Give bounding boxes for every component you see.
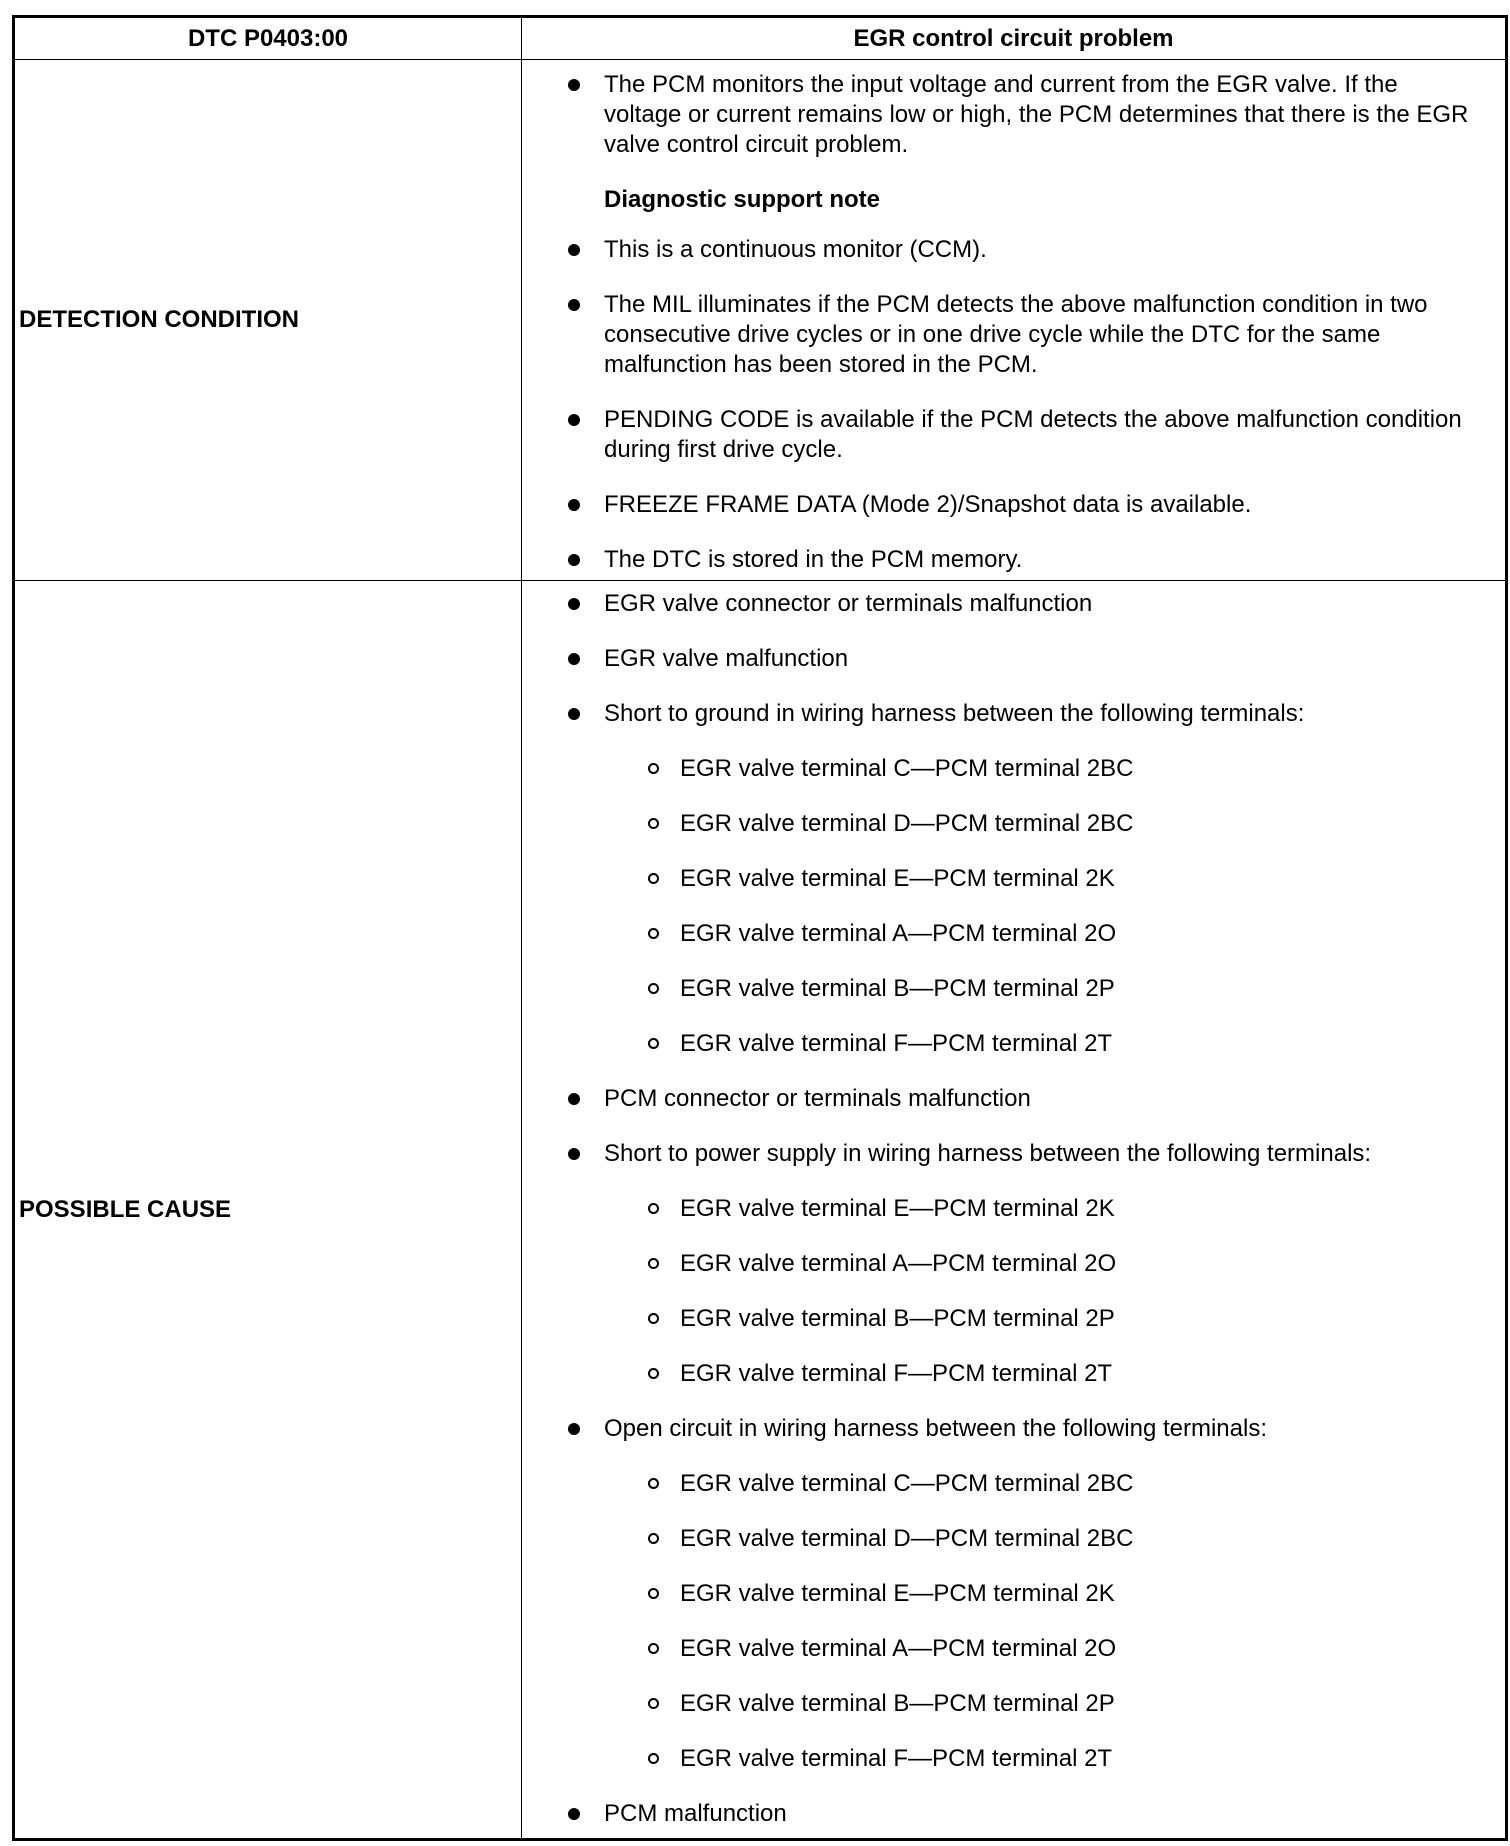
detection-condition-item: This is a continuous monitor (CCM). [558, 235, 1475, 265]
terminal-item: EGR valve terminal D—PCM terminal 2BC [680, 809, 1475, 839]
dtc-table [12, 15, 1508, 1841]
terminal-item: EGR valve terminal F—PCM terminal 2T [680, 1359, 1475, 1389]
possible-cause-text: Open circuit in wiring harness between the following terminals: [604, 1415, 1267, 1442]
possible-cause-item [558, 1414, 1475, 1774]
terminal-item: EGR valve terminal B—PCM terminal 2P [680, 1689, 1475, 1719]
terminal-item: EGR valve terminal E—PCM terminal 2K [680, 1194, 1475, 1224]
terminal-item: EGR valve terminal F—PCM terminal 2T [680, 1029, 1475, 1059]
possible-cause-item [558, 1799, 1475, 1829]
detection-condition-item: The DTC is stored in the PCM memory. [558, 545, 1475, 575]
possible-cause-content [522, 581, 1507, 1840]
terminal-item: EGR valve terminal D—PCM terminal 2BC [680, 1524, 1475, 1554]
possible-cause-text: EGR valve malfunction [604, 645, 849, 672]
detection-condition-content [522, 60, 1507, 581]
header-row [14, 17, 1507, 60]
possible-cause-text: EGR valve connector or terminals malfunction [604, 590, 1093, 617]
terminal-item: EGR valve terminal E—PCM terminal 2K [680, 864, 1475, 894]
possible-cause-item [558, 589, 1475, 619]
terminal-item: EGR valve terminal B—PCM terminal 2P [680, 1304, 1475, 1334]
terminal-item: EGR valve terminal B—PCM terminal 2P [680, 974, 1475, 1004]
diagnostic-support-note: Diagnostic support note [604, 186, 880, 213]
detection-condition-item: The MIL illuminates if the PCM detects the above malfunction condition in two consecutive drive cycles or in one drive cycle while the DTC for the same malfunction has been stored in the PCM. [558, 290, 1475, 380]
possible-cause-list [522, 581, 1505, 1829]
possible-cause-text: PCM malfunction [604, 1800, 787, 1827]
terminal-item: EGR valve terminal F—PCM terminal 2T [680, 1744, 1475, 1774]
dtc-title: EGR control circuit problem [522, 17, 1507, 60]
terminal-item: EGR valve terminal A—PCM terminal 2O [680, 1249, 1475, 1279]
detection-condition-label: DETECTION CONDITION [14, 60, 522, 581]
terminal-list [604, 1194, 1475, 1389]
terminal-item: EGR valve terminal E—PCM terminal 2K [680, 1579, 1475, 1609]
possible-cause-text: Short to power supply in wiring harness between the following terminals: [604, 1140, 1372, 1167]
terminal-list [604, 1469, 1475, 1774]
terminal-item: EGR valve terminal A—PCM terminal 2O [680, 1634, 1475, 1664]
detection-condition-row [14, 60, 1507, 581]
possible-cause-item [558, 699, 1475, 1059]
possible-cause-label: POSSIBLE CAUSE [14, 581, 522, 1840]
detection-condition-item: PENDING CODE is available if the PCM detects the above malfunction condition during first drive cycle. [558, 405, 1475, 465]
possible-cause-text: Short to ground in wiring harness between the following terminals: [604, 700, 1305, 727]
terminal-list [604, 754, 1475, 1059]
possible-cause-text: PCM connector or terminals malfunction [604, 1085, 1031, 1112]
detection-condition-item: FREEZE FRAME DATA (Mode 2)/Snapshot data is available. [558, 490, 1475, 520]
possible-cause-item [558, 1139, 1475, 1389]
possible-cause-item [558, 1084, 1475, 1114]
terminal-item: EGR valve terminal C—PCM terminal 2BC [680, 754, 1475, 784]
terminal-item: EGR valve terminal A—PCM terminal 2O [680, 919, 1475, 949]
terminal-item: EGR valve terminal C—PCM terminal 2BC [680, 1469, 1475, 1499]
detection-condition-list [522, 60, 1505, 575]
detection-condition-item: The PCM monitors the input voltage and current from the EGR valve. If the voltage or current remains low or high, the PCM determines that there is the EGR valve control circuit problem. [558, 70, 1475, 160]
possible-cause-row [14, 581, 1507, 1840]
dtc-code: DTC P0403:00 [14, 17, 522, 60]
possible-cause-item [558, 644, 1475, 674]
